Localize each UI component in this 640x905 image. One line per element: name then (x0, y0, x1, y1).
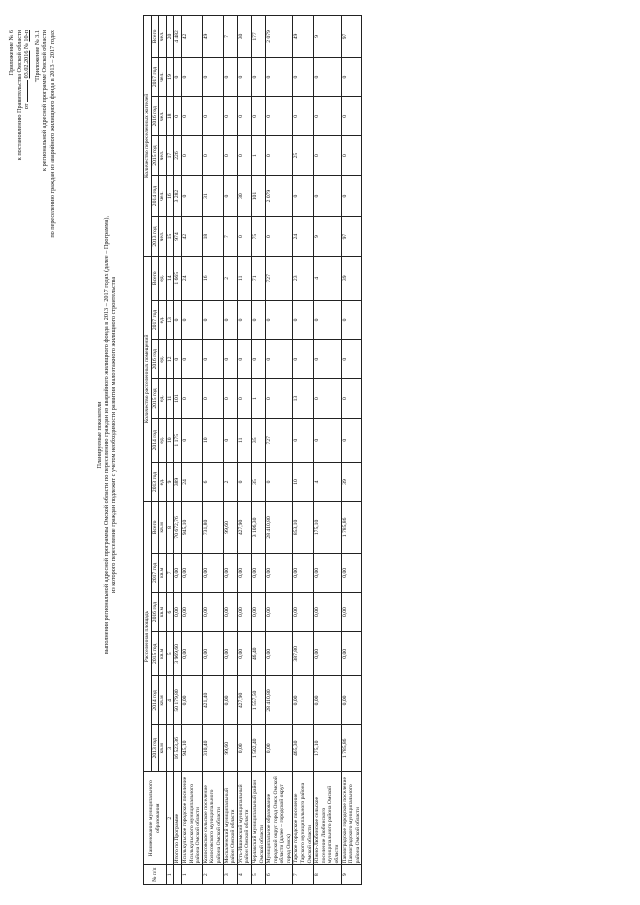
header-unit-people-3: чел. (159, 97, 167, 136)
cell-rooms-4: 0 (251, 300, 265, 339)
cell-people-1: 0 (293, 175, 314, 217)
cell-area-3: 0,00 (181, 592, 202, 631)
cell-people-0: 18 (202, 217, 223, 256)
cell-people-2: 0 (237, 136, 251, 175)
cell-rooms-1: 35 (251, 418, 265, 462)
header-area-group: Расселенная площадь (144, 502, 152, 772)
cell-rooms-4: 0 (266, 300, 293, 339)
header-unit-area-5: кв.м (159, 502, 167, 554)
cell-rooms-3: 0 (202, 340, 223, 379)
table-row (202, 16, 223, 885)
cell-area-2: 46,40 (251, 632, 265, 676)
header-year-area-5: Всего (151, 502, 159, 554)
row-number: 5 (251, 865, 265, 885)
row-municipality-name: Исилькульское городское поселение Исилькульского муниципального района Омской области (181, 772, 202, 865)
column-index-1: 1 (166, 865, 174, 885)
header-year-area-0: 2013 год (151, 725, 159, 772)
cell-rooms-4: 0 (181, 300, 202, 339)
appendix-decree: к постановлению Правительства Омской области (15, 30, 23, 161)
header-year-rooms-1: 2014 год (151, 418, 159, 462)
header-year-rooms-4: 2017 год (151, 300, 159, 339)
cell-rooms-2: 0 (202, 379, 223, 418)
table-row (181, 16, 202, 885)
cell-people-4: 0 (174, 57, 182, 96)
cell-rooms-0: 10 (293, 462, 314, 501)
cell-area-5: 427,90 (237, 502, 251, 554)
header-year-area-1: 2014 год (151, 676, 159, 725)
cell-rooms-2: 101 (174, 379, 182, 418)
appendix-program-desc: по переселению граждан из аварийного жилищного фонда в 2013 – 2017 годах (48, 30, 56, 238)
header-unit-rooms-1: ед. (159, 418, 167, 462)
cell-people-0: 0 (237, 217, 251, 256)
cell-rooms-1: 11 (237, 418, 251, 462)
header-year-rooms-0: 2013 год (151, 462, 159, 501)
cell-area-4: 0,00 (202, 553, 223, 592)
cell-people-5: 2 079 (266, 16, 293, 58)
header-unit-people-5: чел. (159, 16, 167, 58)
cell-people-5: 7 (223, 16, 237, 58)
cell-rooms-5: 4 (314, 256, 341, 300)
cell-rooms-5: 24 (181, 256, 202, 300)
cell-rooms-0: 39 (341, 462, 362, 501)
column-index-14: 14 (166, 256, 174, 300)
cell-area-0: 175,10 (314, 725, 341, 772)
cell-area-5: 1 785,86 (341, 502, 362, 554)
cell-rooms-0: 24 (181, 462, 202, 501)
cell-people-0: 974 (174, 217, 182, 256)
cell-area-4: 0,00 (237, 553, 251, 592)
cell-people-5: 97 (341, 16, 362, 58)
cell-people-1: 0 (181, 175, 202, 217)
cell-people-2: 25 (293, 136, 314, 175)
cell-rooms-1: 0 (314, 418, 341, 462)
cell-area-2: 0,00 (223, 632, 237, 676)
header-number: № п/п (144, 865, 167, 885)
row-municipality-name: Тарское городское поселение Тарского муниципального района Омской области (293, 772, 314, 865)
cell-people-2: 0 (314, 136, 341, 175)
row-municipality-name: Итого по Программе (174, 772, 182, 865)
cell-people-4: 0 (237, 57, 251, 96)
table-row (251, 16, 265, 885)
cell-area-4: 0,00 (266, 553, 293, 592)
header-units-row (159, 16, 167, 885)
cell-people-0: 97 (341, 217, 362, 256)
cell-area-3: 0,00 (341, 592, 362, 631)
title-line-1: Планируемые показатели (96, 401, 103, 469)
cell-rooms-4: 0 (223, 300, 237, 339)
cell-rooms-5: 71 (251, 256, 265, 300)
cell-people-4: 0 (202, 57, 223, 96)
row-number: 1 (181, 865, 202, 885)
header-unit-rooms-4: ед. (159, 300, 167, 339)
cell-people-0: 24 (293, 217, 314, 256)
cell-area-4: 0,00 (341, 553, 362, 592)
column-index-17: 17 (166, 136, 174, 175)
cell-area-0: 1 785,86 (341, 725, 362, 772)
cell-rooms-5: 727 (266, 256, 293, 300)
column-index-16: 16 (166, 175, 174, 217)
row-municipality-name: Москаленский муниципальный район Омской области (223, 772, 237, 865)
table-row (314, 16, 341, 885)
cell-area-1: 421,40 (202, 676, 223, 725)
column-index-12: 12 (166, 340, 174, 379)
header-unit-people-2: чел. (159, 136, 167, 175)
header-municipality: Наименование муниципального образования (144, 772, 167, 865)
header-year-people-2: 2015 год (151, 136, 159, 175)
cell-people-5: 49 (202, 16, 223, 58)
cell-area-0: 99,60 (223, 725, 237, 772)
cell-rooms-0: 0 (266, 462, 293, 501)
cell-people-1: 31 (202, 175, 223, 217)
row-number: 7 (293, 865, 314, 885)
cell-rooms-3: 0 (293, 340, 314, 379)
column-index-20: 20 (166, 16, 174, 58)
cell-area-5: 853,10 (293, 502, 314, 554)
cell-people-4: 0 (293, 57, 314, 96)
column-index-13: 13 (166, 300, 174, 339)
cell-area-0: 310,40 (202, 725, 223, 772)
header-unit-area-1: кв.м (159, 676, 167, 725)
cell-people-5: 42 (181, 16, 202, 58)
header-year-people-5: Всего (151, 16, 159, 58)
cell-people-3: 0 (293, 97, 314, 136)
appendix-number: Приложение № 6 (8, 30, 15, 76)
indicators-table (143, 15, 362, 885)
cell-rooms-4: 0 (237, 300, 251, 339)
cell-rooms-1: 727 (266, 418, 293, 462)
header-unit-people-0: чел. (159, 217, 167, 256)
cell-area-4: 0,00 (251, 553, 265, 592)
cell-area-1: 0,00 (223, 676, 237, 725)
cell-people-3: 0 (223, 97, 237, 136)
cell-rooms-2: 0 (181, 379, 202, 418)
cell-rooms-1: 0 (341, 418, 362, 462)
document-title (96, 85, 118, 785)
cell-rooms-1: 0 (223, 418, 237, 462)
row-municipality-name: Павлоградское городское поселение Павлоградского муниципального района Омской области (341, 772, 362, 865)
cell-rooms-3: 0 (223, 340, 237, 379)
cell-rooms-3: 0 (181, 340, 202, 379)
row-number: 9 (341, 865, 362, 885)
row-number: 6 (266, 865, 293, 885)
column-index-7: 7 (166, 553, 174, 592)
cell-people-1: 0 (314, 175, 341, 217)
column-index-2: 2 (166, 772, 174, 865)
column-index-19: 19 (166, 57, 174, 96)
cell-area-3: 0,00 (237, 592, 251, 631)
cell-area-1: 0,00 (341, 676, 362, 725)
cell-area-2: 0,00 (237, 632, 251, 676)
cell-area-3: 0,00 (251, 592, 265, 631)
cell-area-4: 0,00 (174, 553, 182, 592)
header-people-group: Количество переселенных жителей (144, 16, 152, 257)
cell-area-4: 0,00 (314, 553, 341, 592)
header-year-rooms-5: Всего (151, 256, 159, 300)
cell-rooms-1: 1 175 (174, 418, 182, 462)
header-unit-rooms-3: ед. (159, 340, 167, 379)
cell-people-3: 0 (174, 97, 182, 136)
cell-area-5: 175,10 (314, 502, 341, 554)
cell-people-4: 0 (181, 57, 202, 96)
cell-area-0: 465,30 (293, 725, 314, 772)
cell-area-4: 0,00 (181, 553, 202, 592)
cell-area-2: 0,00 (202, 632, 223, 676)
cell-rooms-3: 0 (266, 340, 293, 379)
cell-people-4: 0 (341, 57, 362, 96)
cell-people-1: 3 282 (174, 175, 182, 217)
cell-rooms-3: 0 (251, 340, 265, 379)
header-unit-area-3: кв.м (159, 592, 167, 631)
cell-people-5: 4 482 (174, 16, 182, 58)
cell-people-0: 7 (223, 217, 237, 256)
cell-rooms-5: 2 (223, 256, 237, 300)
header-unit-rooms-2: ед. (159, 379, 167, 418)
cell-people-3: 0 (251, 97, 265, 136)
header-unit-people-1: чел. (159, 175, 167, 217)
header-year-area-3: 2016 год (151, 592, 159, 631)
cell-area-5: 945,10 (181, 502, 202, 554)
cell-people-2: 0 (202, 136, 223, 175)
column-index-8: 8 (166, 502, 174, 554)
header-year-people-0: 2013 год (151, 217, 159, 256)
cell-rooms-0: 35 (251, 462, 265, 501)
cell-rooms-4: 0 (174, 300, 182, 339)
cell-rooms-3: 0 (314, 340, 341, 379)
cell-area-1: 1 557,50 (251, 676, 265, 725)
cell-rooms-5: 16 (202, 256, 223, 300)
row-number: 3 (223, 865, 237, 885)
appendix-program: к региональной адресной программе Омской области (41, 30, 48, 171)
appendix-block (8, 30, 56, 238)
header-unit-rooms-5: ед. (159, 256, 167, 300)
cell-rooms-0: 2 (223, 462, 237, 501)
cell-area-5: 28 410,80 (266, 502, 293, 554)
table-row (237, 16, 251, 885)
cell-area-5: 99,60 (223, 502, 237, 554)
cell-rooms-4: 0 (202, 300, 223, 339)
cell-area-1: 50 179,80 (174, 676, 182, 725)
cell-people-0: 75 (251, 217, 265, 256)
header-unit-area-0: кв.м (159, 725, 167, 772)
row-number: 2 (202, 865, 223, 885)
cell-people-5: 49 (293, 16, 314, 58)
cell-area-3: 0,00 (314, 592, 341, 631)
cell-people-4: 0 (266, 57, 293, 96)
cell-rooms-2: 13 (293, 379, 314, 418)
cell-rooms-5: 23 (293, 256, 314, 300)
cell-rooms-3: 0 (341, 340, 362, 379)
table-row (293, 16, 314, 885)
cell-area-3: 0,00 (266, 592, 293, 631)
cell-people-4: 0 (251, 57, 265, 96)
cell-people-4: 0 (223, 57, 237, 96)
cell-area-2: 0,00 (341, 632, 362, 676)
cell-rooms-4: 0 (341, 300, 362, 339)
cell-area-3: 0,00 (293, 592, 314, 631)
cell-rooms-1: 10 (202, 418, 223, 462)
appendix-date-line: от 03.02.2016 № 10-п (23, 30, 30, 110)
title-line-3: из которого переселение граждан подлежит с учетом необходимости развития малоэтажного жилищного строительства (110, 276, 118, 594)
row-municipality-name: Муниципальное образование городской округ город Омск Омской области (далее – городской округ город Омск) (266, 772, 293, 865)
cell-area-2: 3 969,60 (174, 632, 182, 676)
cell-rooms-4: 0 (314, 300, 341, 339)
row-municipality-name: Черлакский муниципальный район Омской области (251, 772, 265, 865)
column-index-5: 5 (166, 632, 174, 676)
header-year-rooms-3: 2016 год (151, 340, 159, 379)
cell-rooms-4: 0 (293, 300, 314, 339)
cell-people-3: 0 (181, 97, 202, 136)
cell-area-1: 0,00 (293, 676, 314, 725)
cell-people-5: 9 (314, 16, 341, 58)
table-row (341, 16, 362, 885)
column-index-11: 11 (166, 379, 174, 418)
cell-people-2: 0 (341, 136, 362, 175)
table-row (223, 16, 237, 885)
cell-rooms-2: 0 (237, 379, 251, 418)
cell-rooms-0: 4 (314, 462, 341, 501)
column-index-10: 10 (166, 418, 174, 462)
cell-rooms-2: 0 (341, 379, 362, 418)
header-unit-rooms-0: ед. (159, 462, 167, 501)
cell-people-1: 0 (341, 175, 362, 217)
cell-people-0: 9 (314, 217, 341, 256)
header-rooms-group: Количество расселенных помещений (144, 256, 152, 501)
cell-rooms-2: 0 (314, 379, 341, 418)
cell-people-2: 0 (181, 136, 202, 175)
cell-area-2: 0,00 (181, 632, 202, 676)
column-index-row (166, 16, 174, 885)
cell-people-3: 0 (266, 97, 293, 136)
cell-area-0: 1 502,40 (251, 725, 265, 772)
cell-area-2: 0,00 (314, 632, 341, 676)
cell-rooms-0: 389 (174, 462, 182, 501)
cell-area-0: 945,10 (181, 725, 202, 772)
table-row (266, 16, 293, 885)
cell-rooms-0: 0 (237, 462, 251, 501)
column-index-18: 18 (166, 97, 174, 136)
cell-area-2: 0,00 (266, 632, 293, 676)
cell-rooms-5: 39 (341, 256, 362, 300)
cell-people-2: 1 (251, 136, 265, 175)
cell-people-0: 0 (266, 217, 293, 256)
cell-people-5: 177 (251, 16, 265, 58)
cell-people-1: 101 (251, 175, 265, 217)
appendix-sub-number: "Приложение № 3.1 (33, 30, 41, 83)
title-line-2: выполнения региональной адресной программы Омской области по переселению граждан из аварийного жилищного фонда в 2013 – 2017 годах (далее – Программа), (103, 215, 111, 655)
cell-rooms-5: 1 665 (174, 256, 182, 300)
cell-area-3: 0,00 (174, 592, 182, 631)
header-unit-area-2: кв.м (159, 632, 167, 676)
header-unit-area-4: кв.м (159, 553, 167, 592)
cell-area-4: 0,00 (223, 553, 237, 592)
header-year-people-1: 2014 год (151, 175, 159, 217)
header-unit-people-4: чел. (159, 57, 167, 96)
cell-rooms-3: 0 (237, 340, 251, 379)
cell-rooms-1: 0 (293, 418, 314, 462)
cell-people-3: 0 (237, 97, 251, 136)
header-year-people-3: 2016 год (151, 97, 159, 136)
cell-people-2: 0 (266, 136, 293, 175)
header-year-area-2: 2015 год (151, 632, 159, 676)
cell-people-2: 226 (174, 136, 182, 175)
cell-area-5: 731,80 (202, 502, 223, 554)
cell-area-0: 0,00 (237, 725, 251, 772)
cell-area-2: 387,80 (293, 632, 314, 676)
cell-rooms-3: 0 (174, 340, 182, 379)
row-municipality-name: Усть-Ишимский муниципальный район Омской области (237, 772, 251, 865)
cell-rooms-5: 11 (237, 256, 251, 300)
cell-people-2: 0 (223, 136, 237, 175)
header-year-rooms-2: 2015 год (151, 379, 159, 418)
cell-people-1: 0 (223, 175, 237, 217)
header-years-row (151, 16, 159, 885)
header-year-people-4: 2017 год (151, 57, 159, 96)
cell-people-5: 30 (237, 16, 251, 58)
cell-rooms-2: 1 (251, 379, 265, 418)
cell-area-5: 3 106,30 (251, 502, 265, 554)
row-municipality-name: Южно-Любинское сельское поселение Любинского муниципального района Омской области (314, 772, 341, 865)
column-index-9: 9 (166, 462, 174, 501)
cell-area-1: 28 410,80 (266, 676, 293, 725)
header-year-area-4: 2017 год (151, 553, 159, 592)
cell-rooms-1: 0 (181, 418, 202, 462)
table-row (174, 16, 182, 885)
cell-area-1: 0,00 (314, 676, 341, 725)
cell-people-0: 42 (181, 217, 202, 256)
cell-area-0: 0,00 (266, 725, 293, 772)
row-number: 8 (314, 865, 341, 885)
cell-people-4: 0 (314, 57, 341, 96)
cell-people-3: 0 (341, 97, 362, 136)
cell-people-3: 0 (202, 97, 223, 136)
column-index-6: 6 (166, 592, 174, 631)
cell-area-5: 70 672,76 (174, 502, 182, 554)
cell-people-1: 30 (237, 175, 251, 217)
cell-people-3: 0 (314, 97, 341, 136)
column-index-4: 4 (166, 676, 174, 725)
cell-people-1: 2 079 (266, 175, 293, 217)
cell-rooms-2: 0 (266, 379, 293, 418)
cell-area-4: 0,00 (293, 553, 314, 592)
cell-rooms-2: 0 (223, 379, 237, 418)
cell-area-1: 427,90 (237, 676, 251, 725)
column-index-3: 3 (166, 725, 174, 772)
row-number (174, 865, 182, 885)
row-number: 4 (237, 865, 251, 885)
cell-area-3: 0,00 (202, 592, 223, 631)
column-index-15: 15 (166, 217, 174, 256)
cell-rooms-0: 6 (202, 462, 223, 501)
table-body (166, 16, 362, 885)
cell-area-0: 16 523,36 (174, 725, 182, 772)
cell-area-3: 0,00 (223, 592, 237, 631)
row-municipality-name: Колосовское сельское поселение Колосовского муниципального района Омской области (202, 772, 223, 865)
cell-area-1: 0,00 (181, 676, 202, 725)
